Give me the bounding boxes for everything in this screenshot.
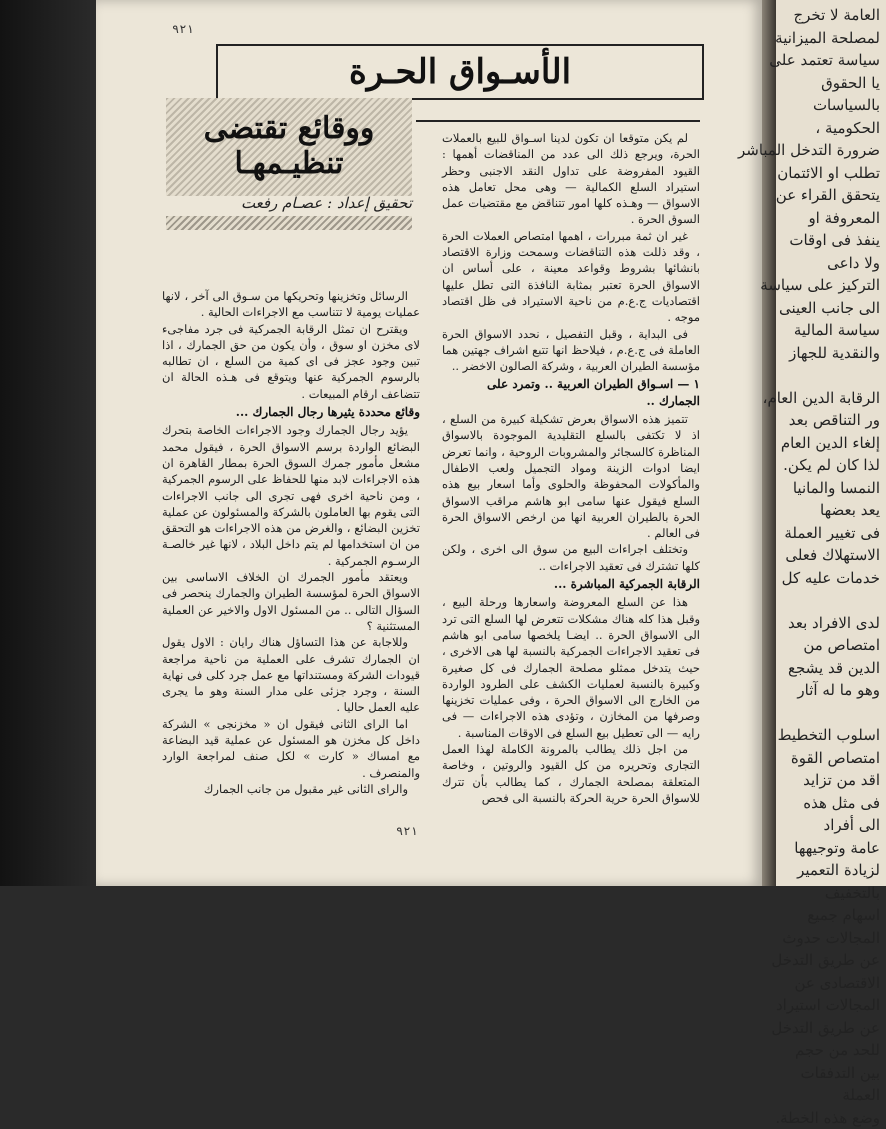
byline: تحقيق إعداد : عصـام رفعت <box>206 194 412 212</box>
adjacent-page-line: وضع هذه الخطة. <box>680 1107 880 1129</box>
adjacent-page-line: اسلوب التخطيط <box>680 724 880 747</box>
adjacent-page-line: وهو ما له آثار <box>680 679 880 702</box>
page-number: ٩٢١ <box>172 22 194 36</box>
paragraph: ويقترح ان تمثل الرقابة الجمركية فى جرد مفاجىء لاى مخزن او سوق ، وأن يكون من حق الجمارك ، اذا تبين وجود عجز فى اى كمية من السلع ، ان تطالبه بالرسوم الجمركية عنها ويتوقع فى هـذه الحالة ان تتضاعف ارقام المبيعات . <box>162 321 420 402</box>
adjacent-page-line: الى أفراد <box>680 814 880 837</box>
adjacent-page-line: يتحقق القراء عن <box>680 184 880 207</box>
adjacent-page-line: امتصاص القوة <box>680 747 880 770</box>
adjacent-page-line: لمصلحة الميزانية <box>680 27 880 50</box>
hatch-divider <box>166 216 412 230</box>
paragraph: والراى الثانى غير مقبول من جانب الجمارك <box>162 781 420 797</box>
paragraph: وتختلف اجراءات البيع من سوق الى اخرى ، ولكن كلها تشترك فى تعقيد الاجراءات .. <box>442 541 700 574</box>
adjacent-page-line: عامة وتوجيهها <box>680 837 880 860</box>
dark-background-left <box>0 0 96 886</box>
adjacent-page-line: العامة لا تخرج <box>680 4 880 27</box>
paragraph: غير ان ثمة مبررات ، اهمها امتصاص العملات الحرة ، وقد ذللت هذه التناقضات وسمحت وزارة الاقتصاد بانشائها بشروط وقواعد معينة ، على أساس ان الاسواق الحرة تعتبر بمثابة النافذة التى تطل عليها اقتصاديات ج.ع.م من ناحية الاستيراد فى ظل اقتصاد موجه . <box>442 228 700 326</box>
adjacent-page-line: الدين قد يشجع <box>680 657 880 680</box>
adjacent-page-line: عن طريق التدخل <box>680 949 880 972</box>
adjacent-page-line: ضرورة التدخل المباشر <box>680 139 880 162</box>
adjacent-page-line: يعد بعضها <box>680 499 880 522</box>
adjacent-page-line: للحد من حجم <box>680 1039 880 1062</box>
adjacent-page-line: فى مثل هذه <box>680 792 880 815</box>
subtitle-box <box>166 98 412 196</box>
paragraph: وللاجابة عن هذا التساؤل هناك رايان : الاول يقول ان الجمارك تشرف على العملية من ناحية مراجعة قيودات الشركة ومستنداتها مع عمل جرد كلى فى نهاية السنة ، وجرد جزئى على مدار السنة وهو ما يجرى عليه العمل حاليا . <box>162 634 420 715</box>
adjacent-page-line: العملة <box>680 1084 880 1107</box>
adjacent-page-line: ينفذ فى اوقات <box>680 229 880 252</box>
adjacent-page-text <box>680 4 880 1129</box>
adjacent-page-line: المعروفة او <box>680 207 880 230</box>
paragraph: هذا عن السلع المعروضة واسعارها ورحلة البيع ، وقبل هذا كله هناك مشكلات تتعرض لها السلع التى ترد الى الاسواق الحرة .. ايضـا يلخصها سامى ابو هاشم فى تعقيد الاجراءات الجمركية بالنسبة لها هى الاخرى ، حيث يتدخل ممثلو مصلحة الجمارك فى كل صغيرة وكبيرة بالنسبة لعمليات الكشف على الطرود الواردة من الخارج الى الاسواق الحرة ، وفى عمليات تخزينها وصرفها من المخازن ، وتؤدى هذه الاجراءات — فى رايه — الى تعطيل بيع السلع فى الاوقات المناسبة . <box>442 594 700 741</box>
adjacent-page-line: لزيادة التعمير <box>680 859 880 882</box>
paragraph: ويعتقد مأمور الجمرك ان الخلاف الاساسى بين الاسواق الحرة لمؤسسة الطيران والجمارك ينحصر فى السؤال التالى .. من المسئول الاول والاخير عن العملية المستثنية ؟ <box>162 569 420 634</box>
adjacent-page-line: النمسا والمانيا <box>680 477 880 500</box>
subtitle-line-1: ووقائع تقتضى <box>204 112 375 146</box>
adjacent-page-line: تطلب او الائتمان <box>680 162 880 185</box>
adjacent-page-line: سياسة تعتمد على <box>680 49 880 72</box>
adjacent-page-line: بالتخفيف <box>680 882 880 905</box>
paragraph: فى البداية ، وقبل التفصيل ، نحدد الاسواق الحرة العاملة فى ج.ع.م ، فيلاحظ انها تتبع اشراف جهتين هما مؤسسة الطيران العربية ، وشركة الصالون الاخضر .. <box>442 326 700 375</box>
adjacent-page-line: لذا كان لم يكن. <box>680 454 880 477</box>
right-text-column <box>442 130 700 840</box>
paragraph: لم يكن متوقعا ان تكون لدينا اسـواق للبيع بالعملات الحرة، ويرجع ذلك الى عدد من المناقضات أهمها : القيود المفروضة على تداول النقد الاجنبى وحظر استيراد السلع الكمالية — وهى محل تعامل هذه الاسواق — وهـذه كلها امور تتناقض مع مقتضيات عمل السوق الحرة . <box>442 130 700 228</box>
left-text-column <box>162 288 420 818</box>
paragraph: اما الراى الثانى فيقول ان « مخزنجى » الشركة داخل كل مخزن هو المسئول عن عملية قيد البضاعة مع امساك « كارت » لكل صنف لمراجعة الوارد والمنصرف . <box>162 716 420 781</box>
adjacent-page-line: المجالات استيراد <box>680 994 880 1017</box>
adjacent-page-line: ولا داعى <box>680 252 880 275</box>
adjacent-page-line: يا الحقوق <box>680 72 880 95</box>
adjacent-page-line: المجالات حدوث <box>680 927 880 950</box>
adjacent-page-line: خدمات عليه كل <box>680 567 880 590</box>
adjacent-page-line: بالسياسات <box>680 94 880 117</box>
paragraph: تتميز هذه الاسواق بعرض تشكيلة كبيرة من السلع ، اذ لا تكتفى بالسلع التقليدية الموجودة بالاسواق المناظرة كالسجائر والمشروبات الروحية ، وانما تعرض ايضا ادوات الزينة ومواد التجميل ولعب الاطفال والمأكولات المحفوظة والحلوى وأما اسعار بيع هذه السلع فيقول عنها سامى ابو هاشم مراقب الاسواق الحرة بالطيران العربية انها من ارخص الاسواق الحرة فى العالم . <box>442 411 700 541</box>
adjacent-page-line: الاستهلاك فعلى <box>680 544 880 567</box>
adjacent-page-line <box>680 702 880 725</box>
section-heading: ١ — اسـواق الطيران العربية .. وتمرد على الجمارك .. <box>442 376 700 409</box>
adjacent-page-line: الرقابة الدين العام، <box>680 387 880 410</box>
adjacent-page-line: سياسة المالية <box>680 319 880 342</box>
adjacent-page-line <box>680 364 880 387</box>
article-title-box <box>216 44 704 100</box>
article-title: الأسـواق الحـرة <box>349 52 571 92</box>
section-heading: الرقابة الجمركية المباشرة ... <box>442 576 700 592</box>
paragraph: الرسائل وتخزينها وتحريكها من سـوق الى آخر ، لانها عمليات يومية لا تتناسب مع الاجراءات الحالية . <box>162 288 420 321</box>
adjacent-page-line <box>680 589 880 612</box>
adjacent-page-line: الى جانب العينى <box>680 297 880 320</box>
paragraph: من اجل ذلك يطالب بالمرونة الكاملة لهذا العمل التجارى وتحريره من كل القيود والروتين ، وخاصة المتعلقة بمصلحة الجمارك ، كما يطالب بأن تترك للاسواق الحرة حرية الحركة بالنسبة الى فحص <box>442 741 700 806</box>
adjacent-page-line: اسهام جميع <box>680 904 880 927</box>
adjacent-page-line: الاقتصادى عن <box>680 972 880 995</box>
adjacent-page-line: امتصاص من <box>680 634 880 657</box>
adjacent-page-line: لدى الافراد بعد <box>680 612 880 635</box>
adjacent-page-line: إلغاء الدين العام <box>680 432 880 455</box>
adjacent-page-line: بين التدفقات <box>680 1062 880 1085</box>
adjacent-page-line: الحكومية ، <box>680 117 880 140</box>
paragraph: يؤيد رجال الجمارك وجود الاجراءات الخاصة بتحرك البضائع الواردة برسم الاسواق الحرة ، فيقول محمد مشعل مأمور جمرك السوق الحرة بمطار القاهرة ان هذه الاجراءات لابد منها للحفاظ على الرسوم الجمركية ، ومن ناحية اخرى فهى تجرى الى جانب الاجراءات التى يقوم بها العاملون بالشركة والمسئولون عن عملية تخزين البضائع ، والغرض من هذه الاجراءات هو التحقق من ان استخدامها لم يتم داخل البلاد ، لانها غير خالصـة الرسـوم الجمركية . <box>162 422 420 569</box>
adjacent-page-line: عن طريق التدخل <box>680 1017 880 1040</box>
adjacent-page-line: اقد من تزايد <box>680 769 880 792</box>
magazine-page <box>96 0 762 886</box>
adjacent-page-line: التركيز على سياسة <box>680 274 880 297</box>
subtitle-line-2: تنظيـمهـا <box>235 146 344 182</box>
adjacent-page-line: ور التناقص بعد <box>680 409 880 432</box>
section-heading: وقائع محددة يثيرها رجال الجمارك ... <box>162 404 420 420</box>
adjacent-page-line: فى تغيير العملة <box>680 522 880 545</box>
adjacent-page-line: والنقدية للجهاز <box>680 342 880 365</box>
adjacent-page <box>776 0 886 886</box>
footer-page-number: ٩٢١ <box>396 824 418 838</box>
title-rule <box>416 120 700 122</box>
